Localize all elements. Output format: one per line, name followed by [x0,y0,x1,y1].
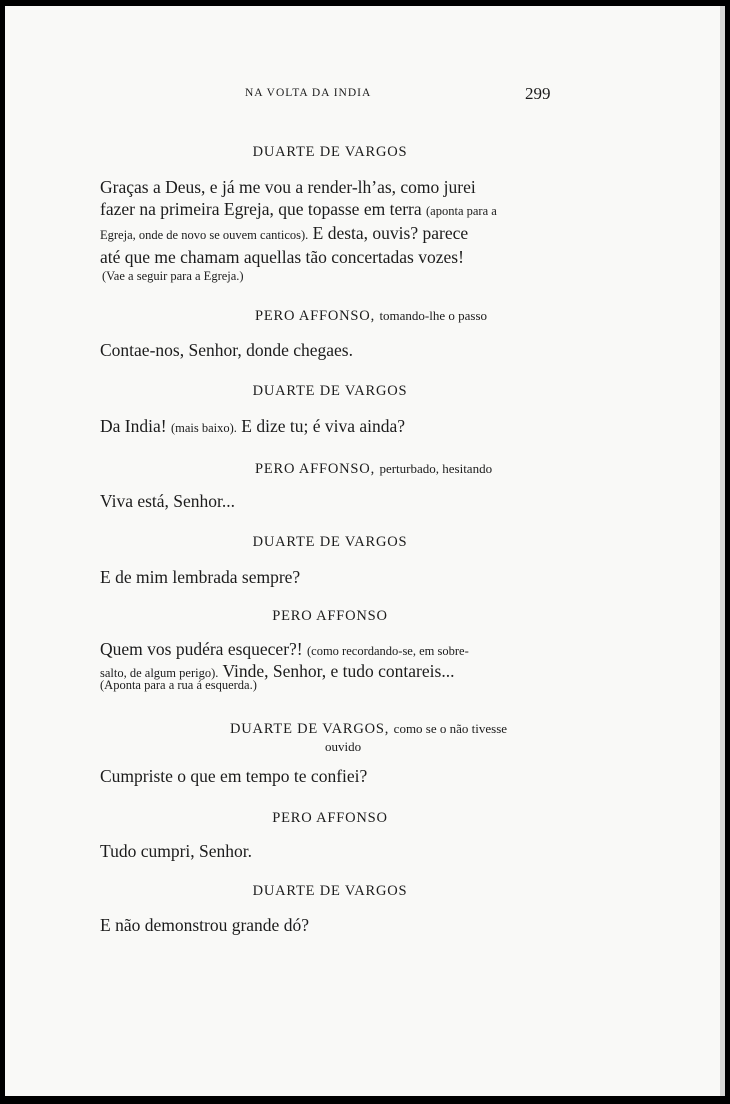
speech-text: fazer na primeira Egreja, que topasse em terra [100,199,422,219]
speaker-heading [100,810,560,827]
speaker-heading [100,883,560,900]
stage-direction-inline: (aponta para a [426,204,497,218]
speaker-name: DUARTE DE VARGOS [252,383,408,399]
speaker-heading [100,534,560,551]
page-number: 299 [525,84,551,103]
speech-line [100,198,560,222]
speaker-name: PERO AFFONSO, [255,461,375,477]
speech-line: E de mim lembrada sempre? [100,567,301,587]
stage-direction: (Aponta para a rua á esquerda.) [100,678,257,692]
speech-paragraph [100,566,560,588]
running-title: NA VOLTA DA INDIA [245,87,372,99]
speech-text: Vinde, Senhor, e tudo contareis... [222,661,455,681]
speaker-direction: tomando-lhe o passo [379,308,488,323]
speech-text: Quem vos pudéra esquecer?! [100,639,303,659]
speech-paragraph [100,415,560,439]
speech-paragraph [100,490,560,512]
speech-line: Tudo cumpri, Senhor. [100,841,253,861]
stage-direction: (Vae a seguir para a Egreja.) [102,269,244,283]
speech-line [100,415,560,439]
speaker-heading [100,144,560,161]
speech-paragraph [100,840,560,862]
stage-direction-inline: salto, de algum perigo). [100,666,219,680]
speaker-direction: ouvido [325,739,362,754]
speech-line [100,638,560,662]
speech-line: Cumpriste o que em tempo te confiei? [100,766,368,786]
speaker-heading [100,608,560,625]
speaker-heading [255,308,545,325]
speech-line [100,222,560,246]
speech-text: E dize tu; é viva ainda? [241,416,406,436]
speaker-heading [255,461,545,478]
speaker-direction: como se o não tivesse [393,721,508,736]
speech-line: E não demonstrou grande dó? [100,915,309,935]
speaker-name: PERO AFFONSO [272,608,388,624]
speech-line: Graças a Deus, e já me vou a render-lh’as, como jurei [100,177,476,197]
speech-text: Da India! [100,416,167,436]
stage-direction-inline: (mais baixo). [170,421,237,435]
speaker-heading [100,383,560,400]
book-page [5,6,720,1096]
speech-line: Viva está, Senhor... [100,491,236,511]
speech-paragraph [100,914,560,936]
speech-paragraph [100,765,560,787]
speaker-name: DUARTE DE VARGOS, [230,721,390,737]
speaker-name: DUARTE DE VARGOS [252,883,408,899]
speech-text: E desta, ouvis? parece [312,223,469,243]
stage-direction-inline: (como recordando-se, em sobre- [307,644,469,658]
speaker-name: PERO AFFONSO [272,810,388,826]
page-edge [720,6,725,1096]
speaker-direction: perturbado, hesitando [379,461,493,476]
speech-line: Contae-nos, Senhor, donde chegaes. [100,340,353,360]
speaker-name: DUARTE DE VARGOS [252,534,408,550]
page-header [5,84,720,104]
speaker-name: DUARTE DE VARGOS [252,144,408,160]
speaker-name: PERO AFFONSO, [255,308,375,324]
stage-direction-inline: Egreja, onde de novo se ouvem canticos). [100,228,309,242]
speech-paragraph [100,339,560,361]
speaker-heading [230,720,570,755]
speech-line: até que me chamam aquellas tão concertadas vozes! [100,247,464,267]
speech-paragraph [100,176,560,268]
